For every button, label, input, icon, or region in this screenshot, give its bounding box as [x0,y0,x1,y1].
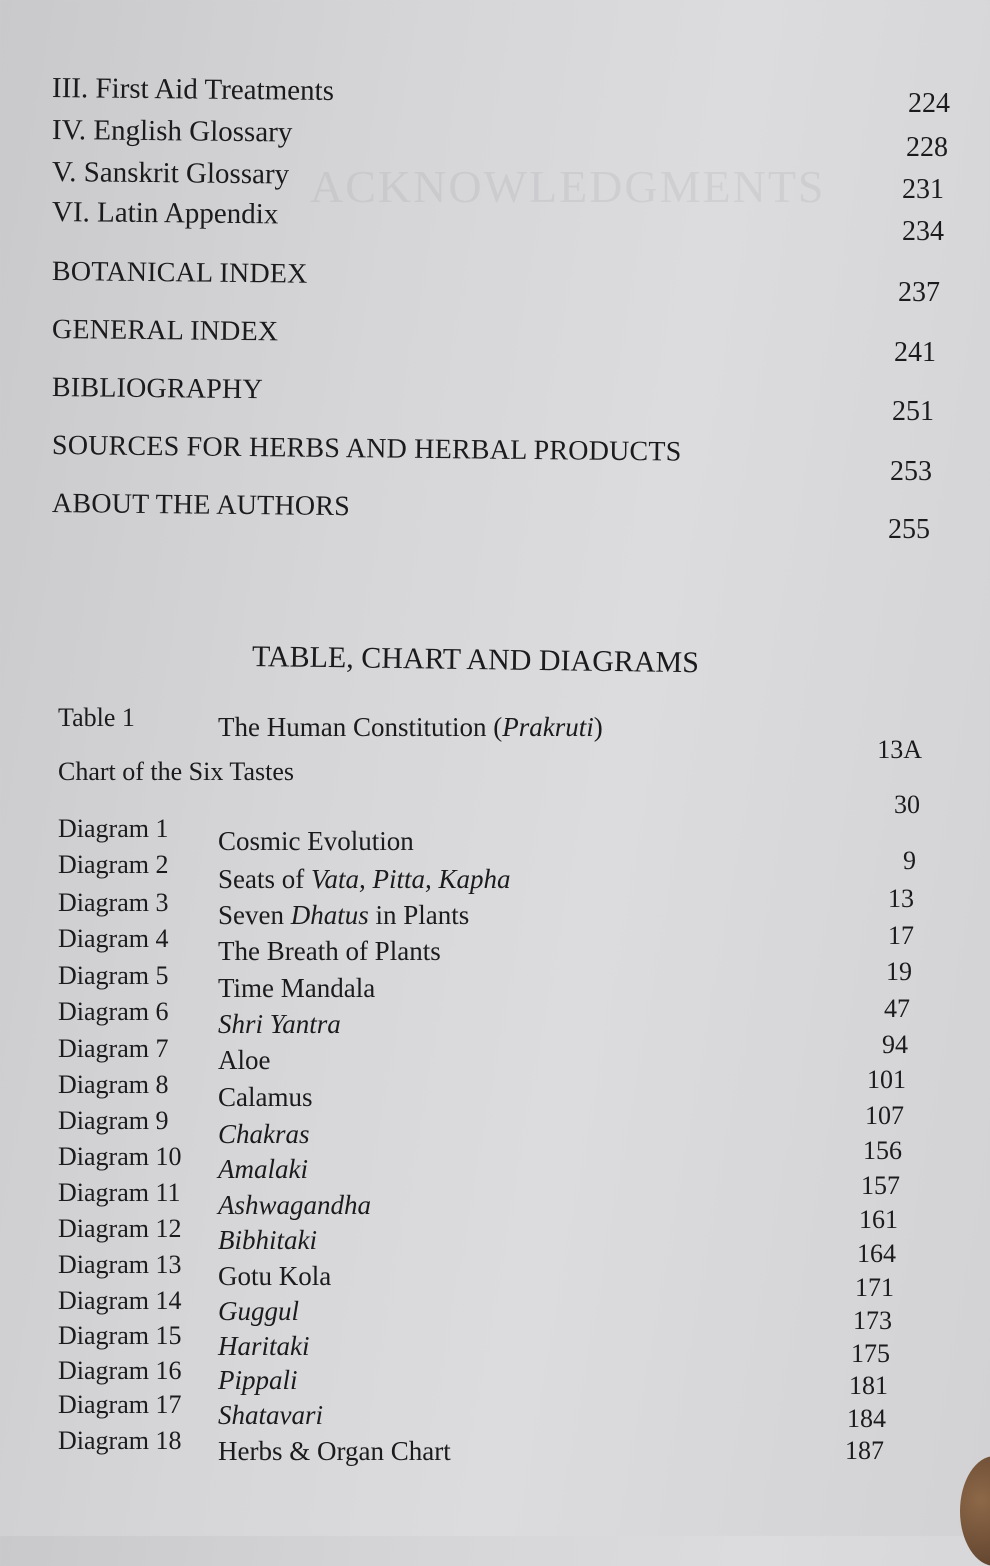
toc-entry-page: 253 [890,456,932,487]
figure-label: Diagram 16 [58,1356,182,1385]
figure-label: Diagram 15 [58,1321,182,1350]
page-corner-shadow [960,1456,990,1566]
toc-entry-label: SOURCES FOR HERBS AND HERBAL PRODUCTS [51,430,682,468]
toc-entry-page: 234 [902,216,944,247]
figure-label: Diagram 2 [58,850,169,879]
toc-entry-label: VI. Latin Appendix [51,196,279,231]
figure-page: 187 [845,1436,884,1465]
figure-page: 181 [849,1371,888,1400]
figure-title: The Breath of Plants [218,936,441,966]
figure-title: Shatavari [218,1400,323,1430]
figure-page: 107 [865,1101,904,1130]
figure-page: 171 [855,1273,894,1302]
figure-title: Haritaki [218,1331,310,1361]
figure-page: 47 [884,994,910,1023]
figure-label: Diagram 6 [58,997,169,1026]
toc-entry-label: BIBLIOGRAPHY [51,372,264,406]
figure-label: Table 1 [58,703,135,732]
figure-page: 184 [847,1404,886,1433]
figure-page: 173 [853,1306,892,1335]
toc-entry-page: 224 [908,88,950,119]
toc-entry-label: III. First Aid Treatments [51,72,335,107]
figure-label: Diagram 3 [58,888,169,917]
figure-title: Pippali [218,1365,298,1395]
figure-title: The Human Constitution (Prakruti) [218,712,603,742]
figure-page: 94 [882,1030,908,1059]
figure-label: Diagram 8 [58,1070,169,1099]
figure-page: 101 [867,1065,906,1094]
figure-page: 9 [903,846,916,875]
figure-page: 161 [859,1205,898,1234]
show-through-text: ACKNOWLEDGMENTS [310,161,826,212]
figure-label: Diagram 4 [58,924,169,953]
figure-title: Bibhitaki [218,1225,317,1255]
figure-page: 156 [863,1136,902,1165]
figure-title: Gotu Kola [218,1261,332,1291]
figure-title: Cosmic Evolution [218,826,414,856]
figure-page: 157 [861,1171,900,1200]
figure-title: Guggul [218,1296,299,1326]
toc-entry-page: 237 [898,277,940,308]
toc-entry-page: 251 [892,396,934,427]
figure-title: Seats of Vata, Pitta, Kapha [218,864,511,894]
figure-title: Shri Yantra [218,1009,341,1039]
figure-title: Herbs & Organ Chart [218,1436,451,1466]
toc-entry-label: V. Sanskrit Glossary [51,156,290,191]
figure-label: Diagram 10 [58,1142,182,1171]
figure-label: Diagram 13 [58,1250,182,1279]
figure-label: Diagram 18 [58,1426,182,1455]
toc-entry-page: 228 [906,132,948,163]
toc-entry-label: BOTANICAL INDEX [51,256,308,290]
figure-page: 13 [888,884,914,913]
figure-label: Diagram 17 [58,1390,182,1419]
figure-title: Aloe [218,1045,271,1075]
figure-label: Diagram 1 [58,814,169,843]
toc-entry-page: 255 [888,514,930,545]
figure-label: Diagram 12 [58,1214,182,1243]
figure-label: Diagram 14 [58,1286,182,1315]
figure-page: 175 [851,1339,890,1368]
figure-page: 164 [857,1239,896,1268]
figure-page: 13A [877,735,922,764]
toc-entry-label: ABOUT THE AUTHORS [51,488,351,523]
figure-label: Diagram 11 [58,1178,181,1207]
figure-label: Diagram 5 [58,961,169,990]
figure-title: Calamus [218,1082,313,1112]
toc-entry-page: 241 [894,337,936,368]
figure-title: Time Mandala [218,973,376,1003]
figure-label: Diagram 7 [58,1034,169,1063]
figure-title: Seven Dhatus in Plants [218,900,470,930]
figure-title: Ashwagandha [218,1190,372,1220]
figure-page: 17 [888,921,914,950]
toc-entry-page: 231 [902,174,944,205]
figure-title: Chakras [218,1119,310,1149]
figure-label: Chart of the Six Tastes [58,757,295,786]
toc-entry-label: GENERAL INDEX [51,314,279,348]
figure-label: Diagram 9 [58,1106,169,1135]
section-heading: TABLE, CHART AND DIAGRAMS [251,640,700,680]
figure-page: 30 [894,790,920,819]
figure-title: Amalaki [218,1154,308,1184]
figure-page: 19 [886,957,912,986]
toc-entry-label: IV. English Glossary [51,114,293,149]
